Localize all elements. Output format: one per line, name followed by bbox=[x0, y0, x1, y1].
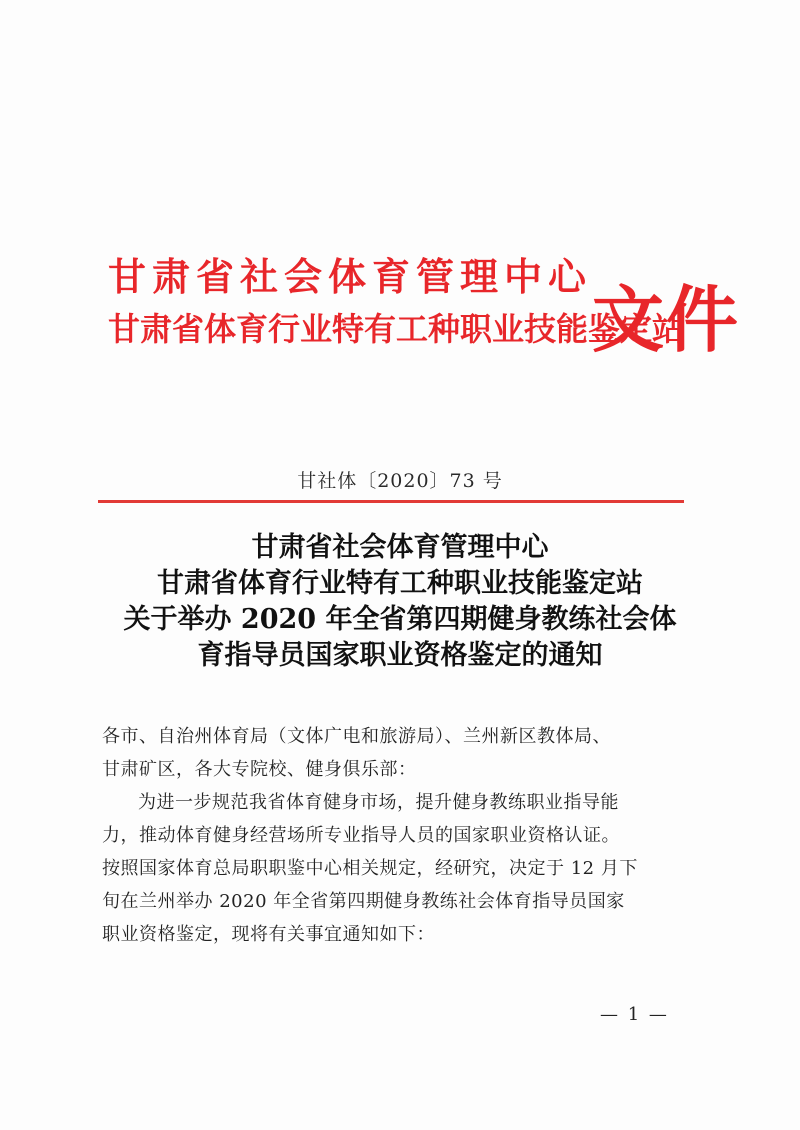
issuer-name-skill-appraisal-station: 甘肃省体育行业特有工种职业技能鉴定站 bbox=[108, 310, 685, 348]
red-header bbox=[108, 240, 741, 370]
document-body bbox=[102, 720, 702, 951]
document-number: 甘社体〔2020〕73 号 bbox=[297, 470, 503, 492]
title-line: 育指导员国家职业资格鉴定的通知 bbox=[197, 640, 603, 671]
red-divider-line bbox=[98, 500, 684, 503]
paragraph-line: 职业资格鉴定，现将有关事宜通知如下： bbox=[102, 924, 435, 945]
document-title bbox=[80, 530, 720, 674]
salutation-line: 各市、自治州体育局（文体广电和旅游局）、兰州新区教体局、 bbox=[102, 726, 611, 747]
document-word: 文件 bbox=[592, 278, 741, 362]
paragraph-line: 为进一步规范我省体育健身市场，提升健身教练职业指导能 bbox=[138, 792, 619, 813]
page-number: — 1 — bbox=[600, 1004, 669, 1025]
title-line: 甘肃省体育行业特有工种职业技能鉴定站 bbox=[157, 568, 643, 599]
paragraph-line: 按照国家体育总局职职鉴中心相关规定，经研究，决定于 12 月下 bbox=[102, 858, 638, 879]
salutation bbox=[102, 720, 702, 786]
salutation-line: 甘肃矿区，各大专院校、健身俱乐部： bbox=[102, 759, 417, 780]
title-line: 甘肃省社会体育管理中心 bbox=[251, 532, 549, 563]
body-paragraph bbox=[102, 786, 702, 951]
paragraph-line: 旬在兰州举办 2020 年全省第四期健身教练社会体育指导员国家 bbox=[102, 891, 625, 912]
issuer-name-sports-management-center: 甘肃省社会体育管理中心 bbox=[108, 255, 593, 299]
paragraph-line: 力，推动体育健身经营场所专业指导人员的国家职业资格认证。 bbox=[102, 825, 620, 846]
title-line: 关于举办 2020 年全省第四期健身教练社会体 bbox=[123, 604, 677, 635]
